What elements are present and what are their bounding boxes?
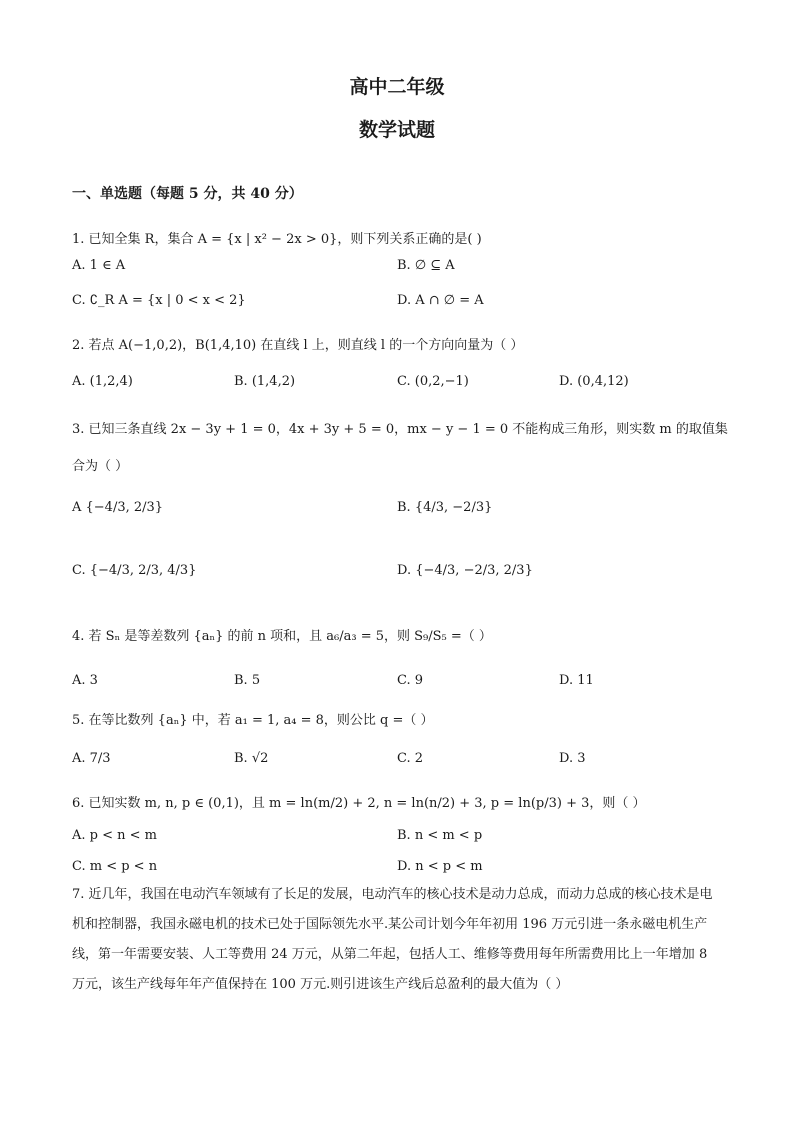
question-1-option-a: A. 1 ∈ A — [72, 258, 126, 273]
question-5-option-b: B. √2 — [234, 751, 269, 766]
question-6-option-b: B. n < m < p — [397, 828, 483, 843]
question-7-stem: 7. 近几年，我国在电动汽车领域有了长足的发展，电动汽车的核心技术是动力总成，而动力总成的核心技术是电机和控制器，我国永磁电机的技术已处于国际领先水平.某公司计划今年年初用 196 万元引进一条永磁电机生产线，第一年需要安装、人工等费用 24 万元，从第二年起，包括人工、维修等费用每年所需费用比上一年增加 8 万元，该生产线每年年产值保持在 100 万元.则引进该生产线后总盈利的最大值为（ ） — [72, 887, 713, 992]
page-title: 高中二年级 — [349, 76, 445, 98]
question-3-option-d: D. {−4/3, −2/3, 2/3} — [397, 563, 533, 578]
question-5-option-d: D. 3 — [559, 751, 586, 766]
question-2-option-b: B. (1,4,2) — [234, 374, 296, 389]
question-2-option-a: A. (1,2,4) — [72, 374, 133, 389]
question-4-option-d: D. 11 — [559, 673, 594, 688]
question-3-option-c: C. {−4/3, 2/3, 4/3} — [72, 563, 197, 578]
question-6-option-d: D. n < p < m — [397, 859, 483, 874]
question-1-option-b: B. ∅ ⊆ A — [397, 258, 455, 273]
question-3-option-a: A {−4/3, 2/3} — [72, 500, 164, 515]
question-2-option-d: D. (0,4,12) — [559, 374, 629, 389]
page-subtitle: 数学试题 — [358, 119, 435, 141]
question-6-stem: 6. 已知实数 m, n, p ∈ (0,1)，且 m = ln(m/2) + 2, n = ln(n/2) + 3, p = ln(p/3) + 3，则（ ） — [72, 796, 646, 811]
question-1-stem: 1. 已知全集 R，集合 A = {x | x² − 2x > 0}，则下列关系正确的是( ) — [72, 232, 482, 247]
section-heading: 一、单选题（每题 5 分，共 40 分） — [72, 186, 303, 202]
question-5-option-c: C. 2 — [397, 751, 424, 766]
question-5-stem: 5. 在等比数列 {aₙ} 中，若 a₁ = 1, a₄ = 8，则公比 q =（ ） — [72, 713, 434, 728]
question-4-option-a: A. 3 — [72, 673, 98, 688]
question-3-stem-cont: 合为（ ） — [72, 459, 129, 474]
question-4-option-b: B. 5 — [234, 673, 261, 688]
question-4-option-c: C. 9 — [397, 673, 424, 688]
question-5-option-a: A. 7/3 — [72, 751, 111, 766]
question-1-option-d: D. A ∩ ∅ = A — [397, 293, 484, 308]
question-4-stem: 4. 若 Sₙ 是等差数列 {aₙ} 的前 n 项和，且 a₆/a₃ = 5，则 S₉/S₅ =（ ） — [72, 629, 492, 644]
question-6-option-a: A. p < n < m — [72, 828, 157, 843]
question-3-option-b: B. {4/3, −2/3} — [397, 500, 493, 515]
question-1-option-c: C. ∁_R A = {x | 0 < x < 2} — [72, 293, 246, 308]
question-2-option-c: C. (0,2,−1) — [397, 374, 469, 389]
question-3-stem: 3. 已知三条直线 2x − 3y + 1 = 0，4x + 3y + 5 = 0，mx − y − 1 = 0 不能构成三角形，则实数 m 的取值集 — [72, 422, 728, 437]
question-2-stem: 2. 若点 A(−1,0,2)，B(1,4,10) 在直线 l 上，则直线 l 的一个方向向量为（ ） — [72, 338, 524, 353]
question-6-option-c: C. m < p < n — [72, 859, 158, 874]
